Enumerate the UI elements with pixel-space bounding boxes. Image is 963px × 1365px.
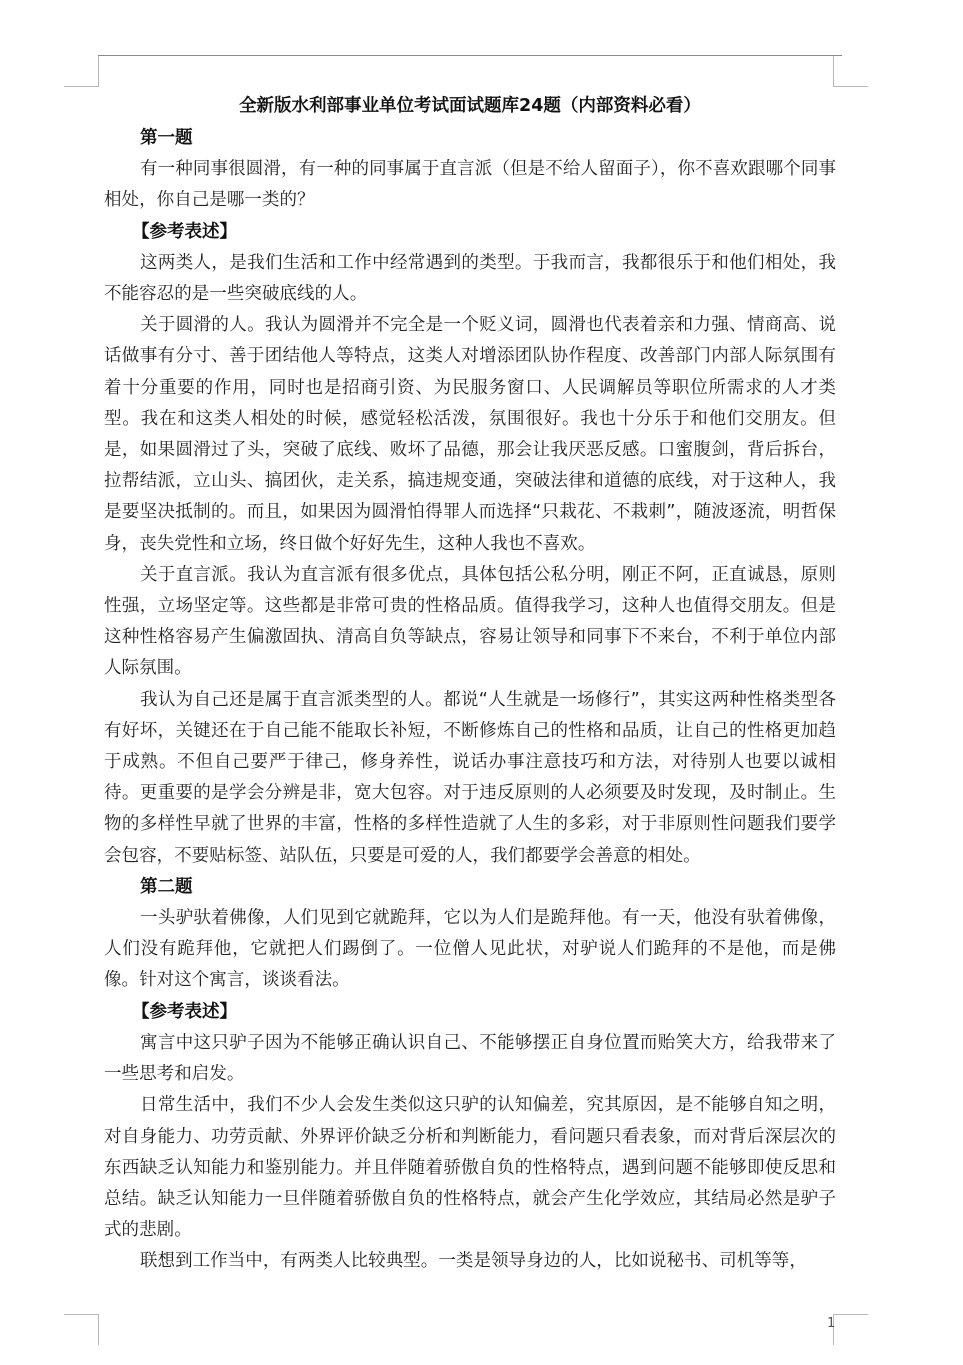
paragraph: 关于圆滑的人。我认为圆滑并不完全是一个贬义词，圆滑也代表着亲和力强、情商高、说话做事有分寸、善于团结他人等特点，这类人对增添团队协作程度、改善部门内部人际氛围有着十分重要的作用，同时也是招商引资、为民服务窗口、人民调解员等职位所需求的人才类型。我在和这类人相处的时候，感觉轻松活泼，氛围很好。我也十分乐于和他们交朋友。但是，如果圆滑过了头，突破了底线、败坏了品德，那会让我厌恶反感。口蜜腹剑，背后拆台，拉帮结派，立山头、搞团伙，走关系，搞违规变通，突破法律和道德的底线，对于这种人，我是要坚决抵制的。而且，如果因为圆滑怕得罪人而选择“只栽花、不栽刺”，随波逐流，明哲保身，丧失党性和立场，终日做个好好先生，这种人我也不喜欢。 <box>104 315 836 554</box>
paragraph: 有一种同事很圆滑，有一种的同事属于直言派（但是不给人留面子），你不喜欢跟哪个同事相处，你自己是哪一类的？ <box>104 159 836 211</box>
document-blocks <box>104 123 836 1278</box>
paragraph: 日常生活中，我们不少人会发生类似这只驴的认知偏差，究其原因，是不能够自知之明，对自身能力、功劳贡献、外界评价缺乏分析和判断能力，看问题只看表象，而对背后深层次的东西缺乏认知能力和鉴别能力。并且伴随着骄傲自负的性格特点，遇到问题不能够即使反思和总结。缺乏认知能力一旦伴随着骄傲自负的性格特点，就会产生化学效应，其结局必然是驴子式的悲剧。 <box>104 1095 836 1241</box>
reference-label: 【参考表述】 <box>132 221 237 242</box>
paragraph: 寓言中这只驴子因为不能够正确认识自己、不能够摆正自身位置而贻笑大方，给我带来了一些思考和启发。 <box>104 1032 836 1085</box>
document-title: 全新版水利部事业单位考试面试题库24题（内部资料必看） <box>239 96 701 116</box>
paragraph: 一头驴驮着佛像，人们见到它就跪拜，它以为人们是跪拜他。有一天，他没有驮着佛像，人们没有跪拜他，它就把人们踢倒了。一位僧人见此状，对驴说人们跪拜的不是他，而是佛像。针对这个寓言，谈谈看法。 <box>104 908 836 991</box>
crop-mark-top-left <box>64 56 99 87</box>
reference-label: 【参考表述】 <box>132 1001 237 1022</box>
document-body <box>104 92 836 1278</box>
paragraph: 我认为自己还是属于直言派类型的人。都说“人生就是一场修行”，其实这两种性格类型各有好坏，关键还在于自己能不能取长补短，不断修炼自己的性格和品质，让自己的性格更加趋于成熟。不但自己要严于律己，修身养性，说话办事注意技巧和方法，对待别人也要以诚相待。更重要的是学会分辨是非，宽大包容。对于违反原则的人必须要及时发现，及时制止。生物的多样性早就了世界的丰富，性格的多样性造就了人生的多彩，对于非原则性问题我们要学会包容，不要贴标签、站队伍，只要是可爱的人，我们都要学会善意的相处。 <box>104 689 836 866</box>
question-heading: 第一题 <box>140 128 193 148</box>
crop-mark-bottom-right <box>833 1314 868 1345</box>
crop-mark-top-right <box>833 56 868 87</box>
question-heading: 第二题 <box>140 876 193 897</box>
page-top-rule <box>98 55 842 56</box>
page-number: 1 <box>827 1316 836 1331</box>
paragraph: 联想到工作当中，有两类人比较典型。一类是领导身边的人，比如说秘书、司机等等， <box>140 1251 807 1272</box>
paragraph: 关于直言派。我认为直言派有很多优点，具体包括公私分明，刚正不阿，正直诚恳，原则性强，立场坚定等。这些都是非常可贵的性格品质。值得我学习，这种人也值得交朋友。但是这种性格容易产生偏激固执、清高自负等缺点，容易让领导和同事下不来台，不利于单位内部人际氛围。 <box>104 564 836 679</box>
paragraph: 这两类人，是我们生活和工作中经常遇到的类型。于我而言，我都很乐于和他们相处，我不能容忍的是一些突破底线的人。 <box>104 252 836 305</box>
crop-mark-bottom-left <box>64 1314 99 1345</box>
